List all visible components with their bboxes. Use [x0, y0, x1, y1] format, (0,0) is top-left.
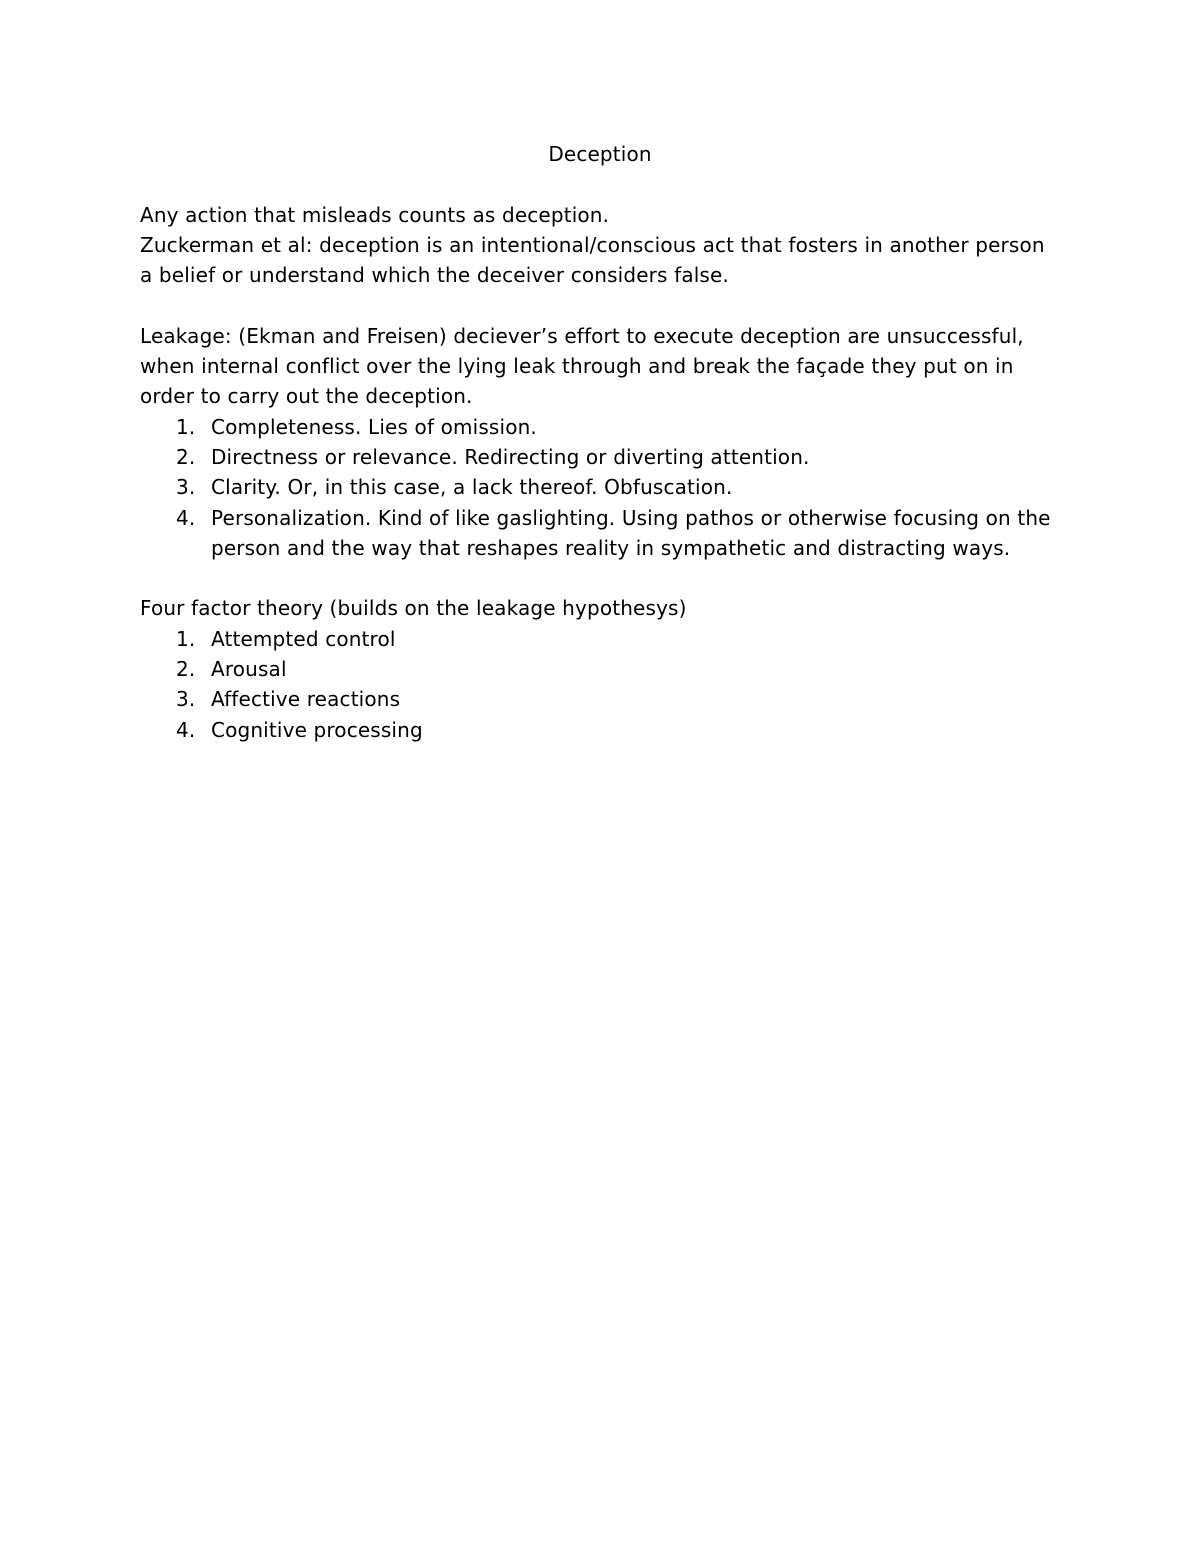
blank-line	[140, 563, 1060, 593]
four-factor-list	[140, 624, 1060, 745]
blank-line	[140, 290, 1060, 320]
blank-line	[140, 169, 1060, 199]
list-number: 2.	[176, 444, 196, 469]
list-number: 1.	[176, 626, 196, 651]
four-factor-paragraph: Four factor theory (builds on the leakage hypothesys)	[140, 596, 687, 621]
list-item-text: Completeness. Lies of omission.	[211, 414, 537, 439]
leakage-paragraph: Leakage: (Ekman and Freisen) deciever’s effort to execute deception are unsuccessful, when internal conflict over the lying leak through and break the façade they put on in order to carry out the deception.	[140, 323, 1024, 409]
document-title: Deception	[548, 142, 652, 166]
list-item-text: Directness or relevance. Redirecting or diverting attention.	[211, 444, 810, 469]
list-item	[140, 472, 1060, 502]
list-item	[140, 624, 1060, 654]
list-item-text: Arousal	[211, 657, 287, 682]
list-number: 1.	[176, 414, 196, 439]
definition-paragraph: Any action that misleads counts as deception.	[140, 202, 610, 227]
list-item-text: Personalization. Kind of like gaslighting. Using pathos or otherwise focusing on the person and the way that reshapes reality in sympathetic and distracting ways.	[211, 505, 1051, 560]
list-item-text: Cognitive processing	[211, 717, 423, 742]
list-number: 2.	[176, 657, 196, 682]
list-item-text: Attempted control	[211, 626, 396, 651]
list-number: 4.	[176, 505, 196, 530]
list-item-text: Clarity. Or, in this case, a lack thereof. Obfuscation.	[211, 475, 733, 500]
list-number: 3.	[176, 475, 196, 500]
list-item	[140, 442, 1060, 472]
leakage-list	[140, 412, 1060, 563]
list-item-text: Affective reactions	[211, 687, 401, 712]
list-item	[140, 715, 1060, 745]
list-item	[140, 654, 1060, 684]
zuckerman-paragraph: Zuckerman et al: deception is an intentional/conscious act that fosters in another person a belief or understand which the deceiver considers false.	[140, 232, 1045, 288]
list-item	[140, 503, 1060, 564]
list-number: 4.	[176, 717, 196, 742]
document-body	[140, 139, 1060, 745]
list-item	[140, 412, 1060, 442]
list-number: 3.	[176, 687, 196, 712]
list-item	[140, 684, 1060, 714]
